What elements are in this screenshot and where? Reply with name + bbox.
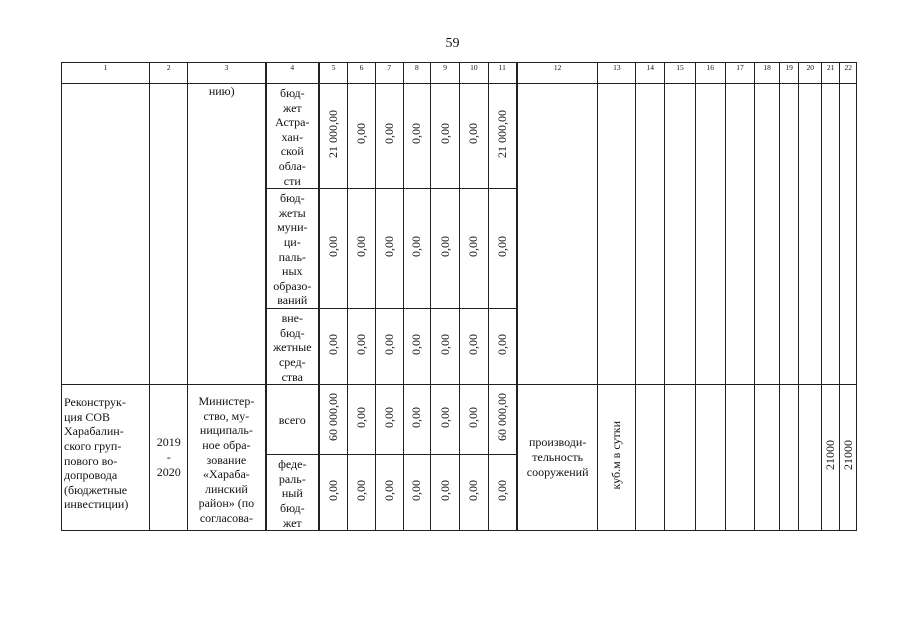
funding-source: бюд- жеты муни- ци- паль- ных образо- ваний	[266, 189, 319, 309]
value-cell: 0,00	[431, 455, 460, 531]
col15-cell	[665, 385, 696, 531]
value-cell: 0,00	[348, 455, 376, 531]
col18-cell	[755, 84, 780, 385]
col13-cell	[598, 84, 636, 385]
col15-cell	[665, 84, 696, 385]
value-cell: 0,00	[459, 385, 488, 455]
value-cell: 0,00	[348, 385, 376, 455]
column-header-2: 2	[150, 63, 188, 84]
column-header-1: 1	[62, 63, 150, 84]
value-cell: 0,00	[319, 455, 348, 531]
column-header-6: 6	[348, 63, 376, 84]
col20-cell	[799, 84, 822, 385]
value-cell: 0,00	[459, 309, 488, 385]
unit: куб.м в сутки	[598, 385, 636, 531]
value-cell: 0,00	[403, 309, 431, 385]
col19-cell	[779, 84, 798, 385]
value-cell: 0,00	[431, 309, 460, 385]
value-cell: 0,00	[459, 84, 488, 189]
column-header-15: 15	[665, 63, 696, 84]
column-header-9: 9	[431, 63, 460, 84]
value-cell: 0,00	[375, 84, 403, 189]
column-header-18: 18	[755, 63, 780, 84]
value-cell: 0,00	[403, 385, 431, 455]
budget-table	[61, 62, 857, 531]
col16-cell	[695, 84, 725, 385]
project-years: 2019 - 2020	[150, 385, 188, 531]
value-cell: 0,00	[375, 189, 403, 309]
col12-cell	[517, 84, 598, 385]
funding-source: феде- раль- ный бюд- жет	[266, 455, 319, 531]
value-cell: 0,00	[459, 189, 488, 309]
value-cell: 0,00	[319, 309, 348, 385]
col22-value: 21000	[840, 385, 857, 531]
column-header-17: 17	[725, 63, 755, 84]
col18-cell	[755, 385, 780, 531]
value-cell: 0,00	[488, 455, 517, 531]
value-cell: 0,00	[319, 189, 348, 309]
value-cell: 0,00	[431, 189, 460, 309]
value-cell: 60 000,00	[319, 385, 348, 455]
column-header-16: 16	[695, 63, 725, 84]
value-cell: 0,00	[488, 309, 517, 385]
column-header-7: 7	[375, 63, 403, 84]
header-row	[62, 63, 857, 84]
page-number: 59	[445, 36, 460, 51]
value-cell: 21 000,00	[488, 84, 517, 189]
column-header-21: 21	[821, 63, 839, 84]
column-header-19: 19	[779, 63, 798, 84]
col20-cell	[799, 385, 822, 531]
executor-tail: нию)	[188, 84, 266, 385]
value-cell: 0,00	[403, 455, 431, 531]
value-cell: 21 000,00	[319, 84, 348, 189]
value-cell: 0,00	[403, 84, 431, 189]
column-header-10: 10	[459, 63, 488, 84]
col14-cell	[636, 84, 665, 385]
value-cell: 60 000,00	[488, 385, 517, 455]
col19-cell	[779, 385, 798, 531]
value-cell: 0,00	[431, 84, 460, 189]
value-cell: 0,00	[375, 309, 403, 385]
value-cell: 0,00	[348, 189, 376, 309]
executor: Министер- ство, му- ниципаль- ное обра- зование «Хараба- линский район» (по согласова-	[188, 385, 266, 531]
column-header-8: 8	[403, 63, 431, 84]
value-cell: 0,00	[348, 84, 376, 189]
col1-cell	[62, 84, 150, 385]
value-cell: 0,00	[459, 455, 488, 531]
column-header-20: 20	[799, 63, 822, 84]
col2-cell	[150, 84, 188, 385]
value-cell: 0,00	[348, 309, 376, 385]
column-header-22: 22	[840, 63, 857, 84]
column-header-14: 14	[636, 63, 665, 84]
column-header-13: 13	[598, 63, 636, 84]
column-header-11: 11	[488, 63, 517, 84]
col17-cell	[725, 84, 755, 385]
column-header-3: 3	[188, 63, 266, 84]
value-cell: 0,00	[488, 189, 517, 309]
col21-cell	[821, 84, 839, 385]
indicator: производи- тельность сооружений	[517, 385, 598, 531]
value-cell: 0,00	[375, 385, 403, 455]
table-row	[62, 385, 857, 455]
col16-cell	[695, 385, 725, 531]
value-cell: 0,00	[431, 385, 460, 455]
value-cell: 0,00	[403, 189, 431, 309]
col22-cell	[840, 84, 857, 385]
funding-source: вне- бюд- жетные сред- ства	[266, 309, 319, 385]
column-header-4: 4	[266, 63, 319, 84]
value-cell: 0,00	[375, 455, 403, 531]
funding-source: всего	[266, 385, 319, 455]
funding-source: бюд- жет Астра- хан- ской обла- сти	[266, 84, 319, 189]
col21-value: 21000	[821, 385, 839, 531]
column-header-5: 5	[319, 63, 348, 84]
col14-cell	[636, 385, 665, 531]
table-row	[62, 84, 857, 189]
col17-cell	[725, 385, 755, 531]
column-header-12: 12	[517, 63, 598, 84]
project-name: Реконструк- ция СОВ Харабалин- ского груп- пового во- допровода (бюджетные инвестиции)	[62, 385, 150, 531]
